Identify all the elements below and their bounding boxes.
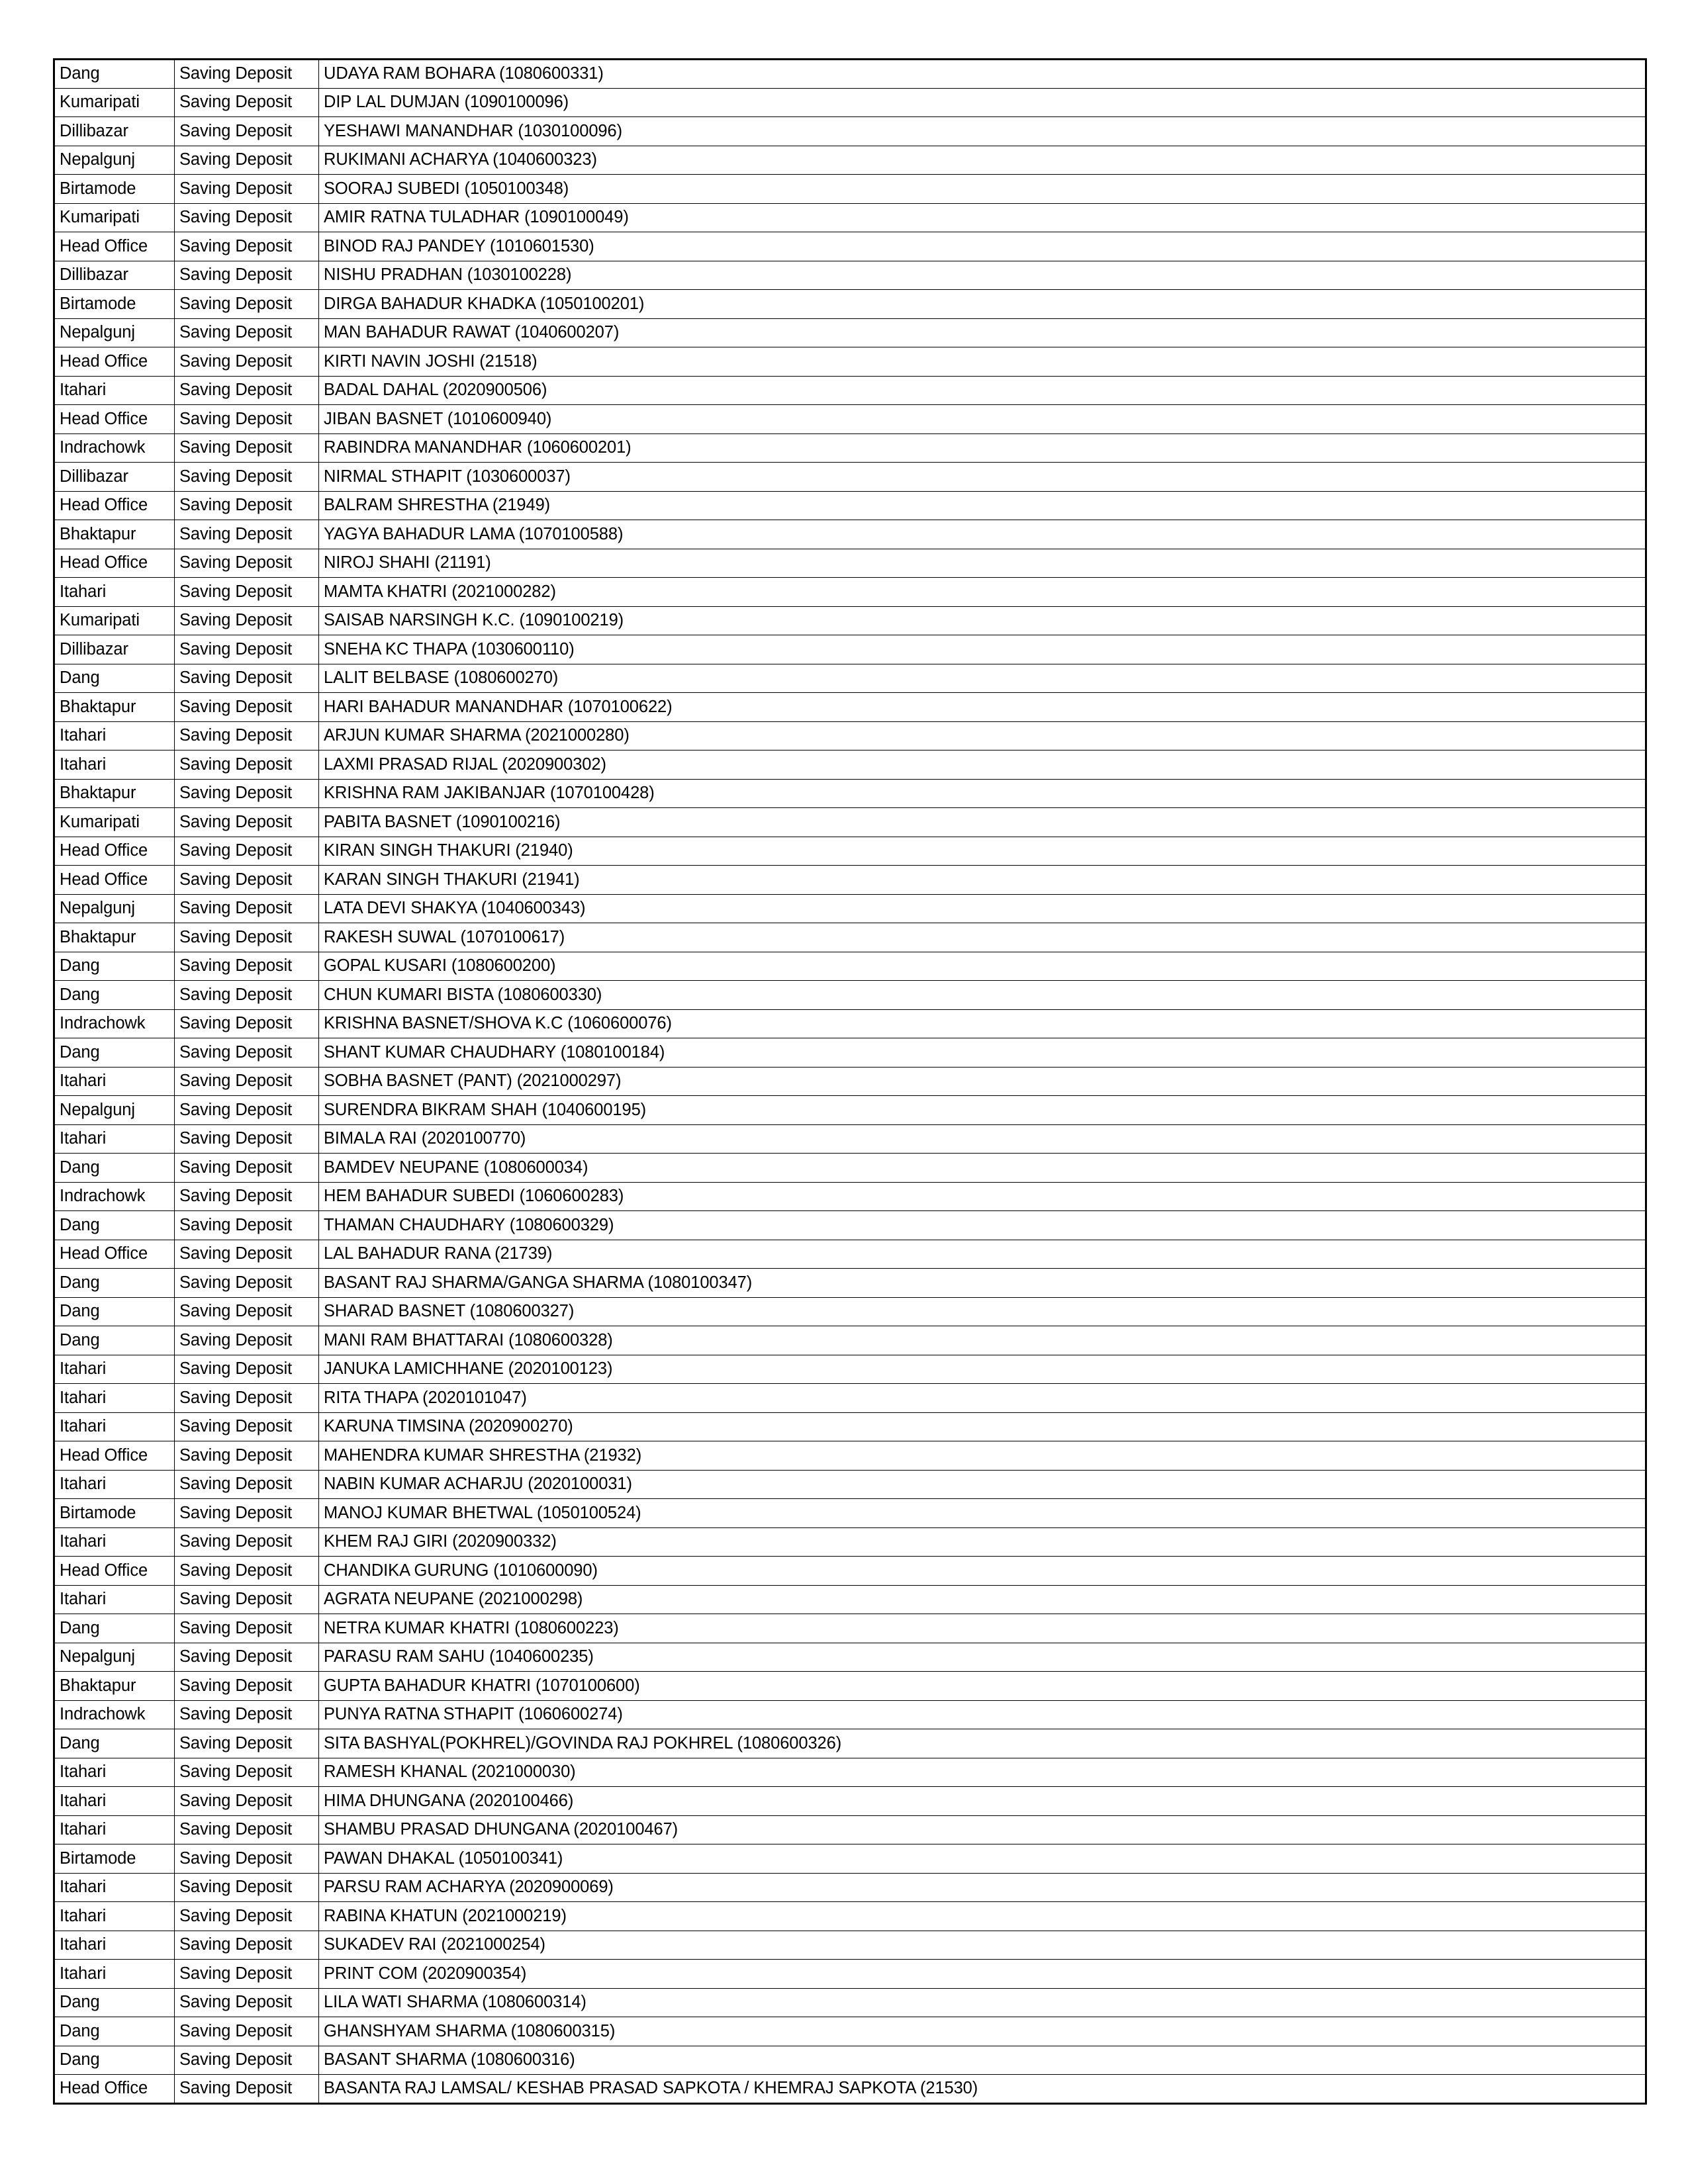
table-row (54, 1009, 1646, 1038)
deposit-type-cell: Saving Deposit (175, 1527, 319, 1557)
table-row (54, 751, 1646, 780)
account-holder-cell: RAMESH KHANAL (2021000030) (319, 1758, 1646, 1787)
deposit-type-cell: Saving Deposit (175, 1585, 319, 1614)
account-holder-cell: AMIR RATNA TULADHAR (1090100049) (319, 203, 1646, 232)
table-row (54, 1729, 1646, 1758)
table-row (54, 1067, 1646, 1096)
deposit-type-cell: Saving Deposit (175, 952, 319, 981)
table-row (54, 1384, 1646, 1413)
account-holder-cell: PUNYA RATNA STHAPIT (1060600274) (319, 1700, 1646, 1729)
table-row (54, 1297, 1646, 1326)
table-row (54, 808, 1646, 837)
account-holder-cell: HARI BAHADUR MANANDHAR (1070100622) (319, 693, 1646, 722)
branch-cell: Bhaktapur (54, 779, 175, 808)
table-row (54, 1787, 1646, 1816)
account-holder-cell: NIRMAL STHAPIT (1030600037) (319, 463, 1646, 492)
branch-cell: Birtamode (54, 290, 175, 319)
deposit-type-cell: Saving Deposit (175, 1240, 319, 1269)
account-holder-cell: MANI RAM BHATTARAI (1080600328) (319, 1326, 1646, 1355)
account-holder-cell: LAL BAHADUR RANA (21739) (319, 1240, 1646, 1269)
branch-cell: Head Office (54, 232, 175, 261)
table-row (54, 1643, 1646, 1672)
deposit-type-cell: Saving Deposit (175, 664, 319, 693)
deposit-type-cell: Saving Deposit (175, 894, 319, 923)
table-row (54, 1499, 1646, 1528)
branch-cell: Dang (54, 1297, 175, 1326)
deposit-type-cell: Saving Deposit (175, 1815, 319, 1844)
deposit-type-cell: Saving Deposit (175, 1873, 319, 1902)
account-holder-cell: YESHAWI MANANDHAR (1030100096) (319, 117, 1646, 146)
table-row (54, 1758, 1646, 1787)
branch-cell: Dillibazar (54, 261, 175, 290)
deposit-type-cell: Saving Deposit (175, 1643, 319, 1672)
table-body (54, 60, 1646, 2104)
deposit-type-cell: Saving Deposit (175, 837, 319, 866)
branch-cell: Itahari (54, 1902, 175, 1931)
branch-cell: Dang (54, 60, 175, 89)
deposit-type-cell: Saving Deposit (175, 88, 319, 117)
branch-cell: Itahari (54, 1758, 175, 1787)
branch-cell: Head Office (54, 1240, 175, 1269)
table-row (54, 721, 1646, 751)
account-holder-cell: THAMAN CHAUDHARY (1080600329) (319, 1211, 1646, 1240)
deposit-type-cell: Saving Deposit (175, 1902, 319, 1931)
table-row (54, 2046, 1646, 2075)
branch-cell: Itahari (54, 1960, 175, 1989)
table-row (54, 664, 1646, 693)
deposit-type-cell: Saving Deposit (175, 1844, 319, 1874)
branch-cell: Itahari (54, 1384, 175, 1413)
branch-cell: Nepalgunj (54, 1643, 175, 1672)
branch-cell: Head Office (54, 491, 175, 520)
account-holder-cell: MANOJ KUMAR BHETWAL (1050100524) (319, 1499, 1646, 1528)
branch-cell: Dang (54, 2017, 175, 2046)
table-row (54, 923, 1646, 952)
deposit-type-cell: Saving Deposit (175, 2017, 319, 2046)
deposit-type-cell: Saving Deposit (175, 1269, 319, 1298)
account-holder-cell: HIMA DHUNGANA (2020100466) (319, 1787, 1646, 1816)
table-row (54, 549, 1646, 578)
account-holder-cell: SHANT KUMAR CHAUDHARY (1080100184) (319, 1038, 1646, 1068)
branch-cell: Itahari (54, 1412, 175, 1441)
table-row (54, 1412, 1646, 1441)
account-holder-cell: RABINDRA MANANDHAR (1060600201) (319, 433, 1646, 463)
table-row (54, 347, 1646, 377)
deposit-type-cell: Saving Deposit (175, 1470, 319, 1499)
branch-cell: Dang (54, 1988, 175, 2017)
deposit-type-cell: Saving Deposit (175, 203, 319, 232)
deposit-type-cell: Saving Deposit (175, 1297, 319, 1326)
branch-cell: Birtamode (54, 1844, 175, 1874)
account-holder-cell: NABIN KUMAR ACHARJU (2020100031) (319, 1470, 1646, 1499)
deposit-type-cell: Saving Deposit (175, 549, 319, 578)
account-holder-cell: KARAN SINGH THAKURI (21941) (319, 866, 1646, 895)
account-holder-cell: SNEHA KC THAPA (1030600110) (319, 635, 1646, 664)
deposit-type-cell: Saving Deposit (175, 1758, 319, 1787)
branch-cell: Dang (54, 1211, 175, 1240)
deposit-type-cell: Saving Deposit (175, 60, 319, 89)
account-holder-cell: JANUKA LAMICHHANE (2020100123) (319, 1355, 1646, 1384)
deposit-type-cell: Saving Deposit (175, 1988, 319, 2017)
branch-cell: Kumaripati (54, 203, 175, 232)
account-holder-cell: LAXMI PRASAD RIJAL (2020900302) (319, 751, 1646, 780)
branch-cell: Dang (54, 1326, 175, 1355)
account-holder-cell: MAHENDRA KUMAR SHRESTHA (21932) (319, 1441, 1646, 1471)
table-row (54, 146, 1646, 175)
deposit-type-cell: Saving Deposit (175, 491, 319, 520)
table-row (54, 1585, 1646, 1614)
branch-cell: Head Office (54, 2075, 175, 2104)
table-row (54, 1931, 1646, 1960)
account-holder-cell: KIRTI NAVIN JOSHI (21518) (319, 347, 1646, 377)
account-holder-cell: SAISAB NARSINGH K.C. (1090100219) (319, 606, 1646, 635)
deposit-type-cell: Saving Deposit (175, 1384, 319, 1413)
branch-cell: Dang (54, 1729, 175, 1758)
account-holder-cell: BASANT SHARMA (1080600316) (319, 2046, 1646, 2075)
account-holder-cell: KIRAN SINGH THAKURI (21940) (319, 837, 1646, 866)
deposit-type-cell: Saving Deposit (175, 1729, 319, 1758)
account-holder-cell: PABITA BASNET (1090100216) (319, 808, 1646, 837)
branch-cell: Itahari (54, 1067, 175, 1096)
branch-cell: Itahari (54, 1815, 175, 1844)
table-row (54, 1470, 1646, 1499)
deposit-type-cell: Saving Deposit (175, 578, 319, 607)
branch-cell: Dillibazar (54, 635, 175, 664)
branch-cell: Indrachowk (54, 433, 175, 463)
branch-cell: Head Office (54, 1441, 175, 1471)
table-row (54, 1557, 1646, 1586)
account-holder-cell: BIMALA RAI (2020100770) (319, 1124, 1646, 1154)
account-holder-cell: GUPTA BAHADUR KHATRI (1070100600) (319, 1672, 1646, 1701)
deposit-type-cell: Saving Deposit (175, 751, 319, 780)
account-holder-cell: SURENDRA BIKRAM SHAH (1040600195) (319, 1096, 1646, 1125)
account-holder-cell: BINOD RAJ PANDEY (1010601530) (319, 232, 1646, 261)
table-row (54, 261, 1646, 290)
deposit-type-cell: Saving Deposit (175, 1787, 319, 1816)
branch-cell: Dang (54, 2046, 175, 2075)
account-holder-cell: BASANTA RAJ LAMSAL/ KESHAB PRASAD SAPKOTA / KHEMRAJ SAPKOTA (21530) (319, 2075, 1646, 2104)
deposit-type-cell: Saving Deposit (175, 405, 319, 434)
account-holder-cell: KARUNA TIMSINA (2020900270) (319, 1412, 1646, 1441)
branch-cell: Kumaripati (54, 88, 175, 117)
table-row (54, 1988, 1646, 2017)
deposit-type-cell: Saving Deposit (175, 376, 319, 405)
table-row (54, 1873, 1646, 1902)
deposit-type-cell: Saving Deposit (175, 261, 319, 290)
table-row (54, 1211, 1646, 1240)
deposit-type-cell: Saving Deposit (175, 232, 319, 261)
branch-cell: Itahari (54, 1527, 175, 1557)
table-row (54, 520, 1646, 549)
account-holder-cell: KHEM RAJ GIRI (2020900332) (319, 1527, 1646, 1557)
account-holder-cell: KRISHNA RAM JAKIBANJAR (1070100428) (319, 779, 1646, 808)
branch-cell: Indrachowk (54, 1700, 175, 1729)
account-holder-cell: MAMTA KHATRI (2021000282) (319, 578, 1646, 607)
table-row (54, 981, 1646, 1010)
table-row (54, 1441, 1646, 1471)
table-row (54, 290, 1646, 319)
table-row (54, 606, 1646, 635)
branch-cell: Itahari (54, 1585, 175, 1614)
branch-cell: Bhaktapur (54, 693, 175, 722)
branch-cell: Nepalgunj (54, 894, 175, 923)
table-row (54, 1614, 1646, 1643)
account-holder-cell: GHANSHYAM SHARMA (1080600315) (319, 2017, 1646, 2046)
branch-cell: Itahari (54, 1470, 175, 1499)
deposit-type-cell: Saving Deposit (175, 290, 319, 319)
branch-cell: Head Office (54, 405, 175, 434)
branch-cell: Dang (54, 664, 175, 693)
table-row (54, 1355, 1646, 1384)
table-row (54, 60, 1646, 89)
branch-cell: Nepalgunj (54, 146, 175, 175)
branch-cell: Itahari (54, 1124, 175, 1154)
account-holder-cell: SOORAJ SUBEDI (1050100348) (319, 175, 1646, 204)
account-holder-cell: RUKIMANI ACHARYA (1040600323) (319, 146, 1646, 175)
table-row (54, 405, 1646, 434)
table-row (54, 1902, 1646, 1931)
account-holder-cell: BASANT RAJ SHARMA/GANGA SHARMA (1080100347) (319, 1269, 1646, 1298)
branch-cell: Itahari (54, 721, 175, 751)
branch-cell: Bhaktapur (54, 1672, 175, 1701)
account-holder-cell: UDAYA RAM BOHARA (1080600331) (319, 60, 1646, 89)
account-holder-cell: NISHU PRADHAN (1030100228) (319, 261, 1646, 290)
account-holder-cell: LILA WATI SHARMA (1080600314) (319, 1988, 1646, 2017)
deposit-type-cell: Saving Deposit (175, 1672, 319, 1701)
branch-cell: Nepalgunj (54, 318, 175, 347)
deposit-type-cell: Saving Deposit (175, 1355, 319, 1384)
deposit-type-cell: Saving Deposit (175, 433, 319, 463)
table-row (54, 175, 1646, 204)
account-holder-cell: HEM BAHADUR SUBEDI (1060600283) (319, 1182, 1646, 1211)
table-row (54, 1672, 1646, 1701)
deposit-type-cell: Saving Deposit (175, 1182, 319, 1211)
account-holder-cell: SHAMBU PRASAD DHUNGANA (2020100467) (319, 1815, 1646, 1844)
deposit-type-cell: Saving Deposit (175, 779, 319, 808)
table-row (54, 1240, 1646, 1269)
deposit-type-cell: Saving Deposit (175, 693, 319, 722)
table-row (54, 635, 1646, 664)
table-row (54, 837, 1646, 866)
deposit-type-cell: Saving Deposit (175, 2075, 319, 2104)
branch-cell: Dillibazar (54, 463, 175, 492)
account-holder-cell: BALRAM SHRESTHA (21949) (319, 491, 1646, 520)
table-row (54, 578, 1646, 607)
deposit-type-cell: Saving Deposit (175, 1960, 319, 1989)
branch-cell: Dillibazar (54, 117, 175, 146)
account-holder-cell: GOPAL KUSARI (1080600200) (319, 952, 1646, 981)
table-row (54, 2017, 1646, 2046)
branch-cell: Itahari (54, 1787, 175, 1816)
branch-cell: Bhaktapur (54, 923, 175, 952)
table-row (54, 1182, 1646, 1211)
branch-cell: Birtamode (54, 1499, 175, 1528)
account-holder-cell: RABINA KHATUN (2021000219) (319, 1902, 1646, 1931)
account-holder-cell: CHANDIKA GURUNG (1010600090) (319, 1557, 1646, 1586)
branch-cell: Dang (54, 981, 175, 1010)
account-holder-cell: BAMDEV NEUPANE (1080600034) (319, 1154, 1646, 1183)
deposit-type-cell: Saving Deposit (175, 1412, 319, 1441)
account-holder-cell: AGRATA NEUPANE (2021000298) (319, 1585, 1646, 1614)
branch-cell: Head Office (54, 1557, 175, 1586)
account-holder-cell: SOBHA BASNET (PANT) (2021000297) (319, 1067, 1646, 1096)
deposit-type-cell: Saving Deposit (175, 1326, 319, 1355)
deposit-accounts-table (53, 58, 1647, 2105)
account-holder-cell: YAGYA BAHADUR LAMA (1070100588) (319, 520, 1646, 549)
table-row (54, 779, 1646, 808)
table-row (54, 1038, 1646, 1068)
table-row (54, 1124, 1646, 1154)
table-row (54, 318, 1646, 347)
table-row (54, 1700, 1646, 1729)
account-holder-cell: MAN BAHADUR RAWAT (1040600207) (319, 318, 1646, 347)
table-row (54, 491, 1646, 520)
branch-cell: Head Office (54, 837, 175, 866)
deposit-type-cell: Saving Deposit (175, 866, 319, 895)
table-row (54, 1527, 1646, 1557)
table-row (54, 203, 1646, 232)
deposit-type-cell: Saving Deposit (175, 463, 319, 492)
table-row (54, 1815, 1646, 1844)
branch-cell: Dang (54, 1614, 175, 1643)
account-holder-cell: DIRGA BAHADUR KHADKA (1050100201) (319, 290, 1646, 319)
branch-cell: Head Office (54, 549, 175, 578)
branch-cell: Nepalgunj (54, 1096, 175, 1125)
account-holder-cell: BADAL DAHAL (2020900506) (319, 376, 1646, 405)
branch-cell: Itahari (54, 1931, 175, 1960)
table-row (54, 1960, 1646, 1989)
table-row (54, 894, 1646, 923)
branch-cell: Kumaripati (54, 808, 175, 837)
deposit-type-cell: Saving Deposit (175, 347, 319, 377)
table-row (54, 433, 1646, 463)
deposit-type-cell: Saving Deposit (175, 318, 319, 347)
deposit-type-cell: Saving Deposit (175, 117, 319, 146)
deposit-type-cell: Saving Deposit (175, 2046, 319, 2075)
table-row (54, 693, 1646, 722)
table-row (54, 1154, 1646, 1183)
account-holder-cell: JIBAN BASNET (1010600940) (319, 405, 1646, 434)
deposit-type-cell: Saving Deposit (175, 1700, 319, 1729)
branch-cell: Itahari (54, 751, 175, 780)
table-row (54, 952, 1646, 981)
table-row (54, 117, 1646, 146)
branch-cell: Indrachowk (54, 1009, 175, 1038)
deposit-type-cell: Saving Deposit (175, 1614, 319, 1643)
account-holder-cell: SHARAD BASNET (1080600327) (319, 1297, 1646, 1326)
account-holder-cell: PRINT COM (2020900354) (319, 1960, 1646, 1989)
branch-cell: Itahari (54, 578, 175, 607)
table-row (54, 1096, 1646, 1125)
account-holder-cell: PAWAN DHAKAL (1050100341) (319, 1844, 1646, 1874)
deposit-type-cell: Saving Deposit (175, 606, 319, 635)
account-holder-cell: LATA DEVI SHAKYA (1040600343) (319, 894, 1646, 923)
account-holder-cell: KRISHNA BASNET/SHOVA K.C (1060600076) (319, 1009, 1646, 1038)
deposit-type-cell: Saving Deposit (175, 923, 319, 952)
branch-cell: Indrachowk (54, 1182, 175, 1211)
table-row (54, 376, 1646, 405)
deposit-type-cell: Saving Deposit (175, 1441, 319, 1471)
table-row (54, 866, 1646, 895)
branch-cell: Dang (54, 1038, 175, 1068)
deposit-type-cell: Saving Deposit (175, 635, 319, 664)
deposit-type-cell: Saving Deposit (175, 1067, 319, 1096)
deposit-type-cell: Saving Deposit (175, 1124, 319, 1154)
account-holder-cell: NIROJ SHAHI (21191) (319, 549, 1646, 578)
deposit-type-cell: Saving Deposit (175, 520, 319, 549)
branch-cell: Dang (54, 952, 175, 981)
deposit-type-cell: Saving Deposit (175, 721, 319, 751)
account-holder-cell: DIP LAL DUMJAN (1090100096) (319, 88, 1646, 117)
deposit-type-cell: Saving Deposit (175, 1096, 319, 1125)
account-holder-cell: SITA BASHYAL(POKHREL)/GOVINDA RAJ POKHREL (1080600326) (319, 1729, 1646, 1758)
branch-cell: Itahari (54, 1873, 175, 1902)
deposit-type-cell: Saving Deposit (175, 981, 319, 1010)
table-row (54, 88, 1646, 117)
table-row (54, 1844, 1646, 1874)
deposit-type-cell: Saving Deposit (175, 1154, 319, 1183)
branch-cell: Dang (54, 1154, 175, 1183)
table-row (54, 232, 1646, 261)
account-holder-cell: PARASU RAM SAHU (1040600235) (319, 1643, 1646, 1672)
branch-cell: Head Office (54, 347, 175, 377)
branch-cell: Itahari (54, 1355, 175, 1384)
branch-cell: Head Office (54, 866, 175, 895)
account-holder-cell: NETRA KUMAR KHATRI (1080600223) (319, 1614, 1646, 1643)
table-row (54, 2075, 1646, 2104)
deposit-type-cell: Saving Deposit (175, 1557, 319, 1586)
account-holder-cell: CHUN KUMARI BISTA (1080600330) (319, 981, 1646, 1010)
account-holder-cell: LALIT BELBASE (1080600270) (319, 664, 1646, 693)
table-row (54, 1326, 1646, 1355)
account-holder-cell: RAKESH SUWAL (1070100617) (319, 923, 1646, 952)
table-row (54, 1269, 1646, 1298)
branch-cell: Itahari (54, 376, 175, 405)
branch-cell: Bhaktapur (54, 520, 175, 549)
deposit-type-cell: Saving Deposit (175, 1211, 319, 1240)
account-holder-cell: RITA THAPA (2020101047) (319, 1384, 1646, 1413)
branch-cell: Dang (54, 1269, 175, 1298)
deposit-type-cell: Saving Deposit (175, 1931, 319, 1960)
table-row (54, 463, 1646, 492)
account-holder-cell: SUKADEV RAI (2021000254) (319, 1931, 1646, 1960)
deposit-type-cell: Saving Deposit (175, 146, 319, 175)
deposit-type-cell: Saving Deposit (175, 1009, 319, 1038)
deposit-type-cell: Saving Deposit (175, 808, 319, 837)
deposit-type-cell: Saving Deposit (175, 1499, 319, 1528)
account-holder-cell: PARSU RAM ACHARYA (2020900069) (319, 1873, 1646, 1902)
deposit-type-cell: Saving Deposit (175, 175, 319, 204)
deposit-type-cell: Saving Deposit (175, 1038, 319, 1068)
branch-cell: Kumaripati (54, 606, 175, 635)
account-holder-cell: ARJUN KUMAR SHARMA (2021000280) (319, 721, 1646, 751)
branch-cell: Birtamode (54, 175, 175, 204)
